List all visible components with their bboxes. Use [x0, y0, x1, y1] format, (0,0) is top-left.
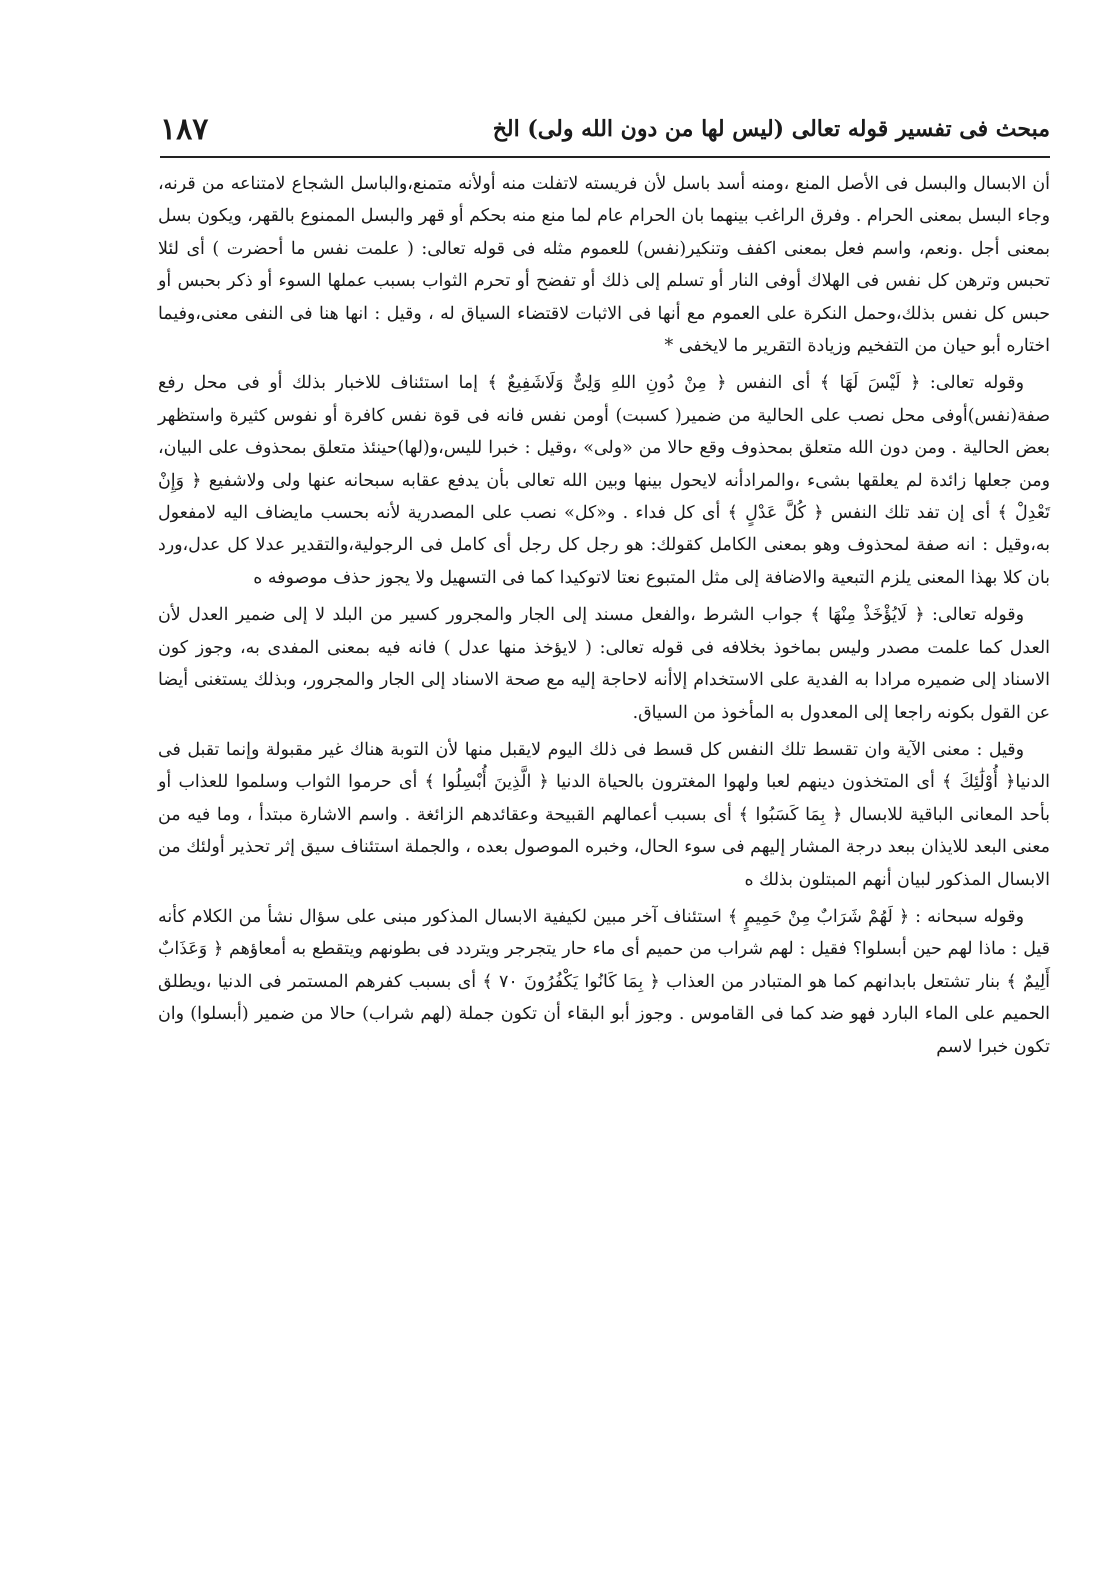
page-number: ١٨٧ [160, 112, 209, 147]
paragraph: وقوله تعالى: ﴿ لَيْسَ لَهَا ﴾ أى النفس ﴿ مِنْ دُونِ اللهِ وَلِىٌّ وَلَاشَفِيعٌ ﴾ إما استئناف للاخبار بذلك أو فى محل رفع صفة(نفس)أوفى محل نصب على الحالية من ضمير( كسبت) أومن نفس فانه فى قوة نفس كافرة أو نفوس كثيرة واستظهر بعض الحالية . ومن دون الله متعلق بمحذوف وقع حالا من «ولى» ،وقيل : خبرا لليس،و(لها)حينئذ متعلق بمحذوف على البيان، ومن جعلها زائدة لم يعلقها بشىء ،والمرادأنه لايحول بينها وبين الله تعالى بأن يدفع عقابه سبحانه عنها ولى ولاشفيع ﴿ وَإِنْ تَعْدِلْ ﴾ أى إن تفد تلك النفس ﴿ كُلَّ عَدْلٍ ﴾ أى كل فداء . و«كل» نصب على المصدرية لأنه بحسب مايضاف اليه لامفعول به،وقيل : انه صفة لمحذوف وهو بمعنى الكامل كقولك: هو رجل كل رجل أى كامل فى الرجولية،والتقدير عدلا كل عدل،ورد بان كلا بهذا المعنى يلزم التبعية والاضافة إلى مثل المتبوع نعتا لاتوكيدا كما فى التسهيل ولا يجوز حذف موصوفه ه [158, 373, 1050, 588]
paragraph: أن الابسال والبسل فى الأصل المنع ،ومنه أسد باسل لأن فريسته لاتفلت منه أولأنه متمنع،والباسل الشجاع لامتناعه من قرنه، وجاء البسل بمعنى الحرام . وفرق الراغب بينهما بان الحرام عام لما منع منه بحكم أو قهر والبسل الممنوع بالقهر، ويكون بسل بمعنى أجل .ونعم، واسم فعل بمعنى اكفف وتنكير(نفس) للعموم مثله فى قوله تعالى: ( علمت نفس ما أحضرت ) أى لئلا تحبس وترهن كل نفس فى الهلاك أوفى النار أو تسلم إلى ذلك أو تفضح أو تحرم الثواب بسبب عملها السوء أو ذكر بحبس أو حبس كل نفس بذلك،وحمل النكرة على العموم مع أنها فى الاثبات لاقتضاء السياق له ، وقيل : انها هنا فى النفى معنى،وفيما اختاره أبو حيان من التفخيم وزيادة التقرير ما لايخفى * [158, 174, 1050, 357]
body-text [158, 168, 1050, 1063]
paragraph: وقوله سبحانه : ﴿ لَهُمْ شَرَابٌ مِنْ حَمِيمٍ ﴾ استئناف آخر مبين لكيفية الابسال المذكور مبنى على سؤال نشأ من الكلام كأنه قيل : ماذا لهم حين أبسلوا؟ فقيل : لهم شراب من حميم أى ماء حار يتجرجر ويتردد فى بطونهم ويتقطع به أمعاؤهم ﴿ وَعَذَابٌ أَلِيمٌ ﴾ بنار تشتعل بابدانهم كما هو المتبادر من العذاب ﴿ بِمَا كَانُوا يَكْفُرُونَ ٧٠ ﴾ أى بسبب كفرهم المستمر فى الدنيا ،ويطلق الحميم على الماء البارد فهو ضد كما فى القاموس . وجوز أبو البقاء أن تكون جملة (لهم شراب) حالا من ضمير (أبسلوا) وان تكون خبرا لاسم [158, 906, 1050, 1057]
header-divider [160, 156, 1050, 158]
running-title: مبحث فى تفسير قوله تعالى (ليس لها من دون الله ولى) الخ [492, 116, 1050, 142]
paragraph: وقيل : معنى الآية وان تقسط تلك النفس كل قسط فى ذلك اليوم لايقبل منها لأن التوبة هناك غير مقبولة وإنما تقبل فى الدنيا﴿ أُوْلَٰئِكَ ﴾ أى المتخذون دينهم لعبا ولهوا المغترون بالحياة الدنيا ﴿ الَّذِينَ أُبْسِلُوا ﴾ أى حرموا الثواب وسلموا للعذاب أو بأحد المعانى الباقية للابسال ﴿ بِمَا كَسَبُوا ﴾ أى بسبب أعمالهم القبيحة وعقائدهم الزائغة . واسم الاشارة مبتدأ ، وما فيه من معنى البعد للايذان ببعد درجة المشار إليهم فى سوء الحال، وخبره الموصول بعده ، والجملة استئناف سيق إثر تحذير أولئك من الابسال المذكور لبيان أنهم المبتلون بذلك ه [158, 739, 1050, 890]
paragraph: وقوله تعالى: ﴿ لَايُؤْخَذْ مِنْهَا ﴾ جواب الشرط ،والفعل مسند إلى الجار والمجرور كسير من البلد لا إلى ضمير العدل لأن العدل كما علمت مصدر وليس بماخوذ بخلافه فى قوله تعالى: ( لايؤخذ منها عدل ) فانه فيه بمعنى المفدى به، وجوز كون الاسناد إلى ضميره مرادا به الفدية على الاستخدام إلاأنه لاحاجة إليه مع صحة الاسناد إلى الجار والمجرور، وبذلك يستغنى أيضا عن القول بكونه راجعا إلى المعدول به المأخوذ من السياق. [158, 605, 1050, 723]
page-header [160, 112, 1050, 156]
